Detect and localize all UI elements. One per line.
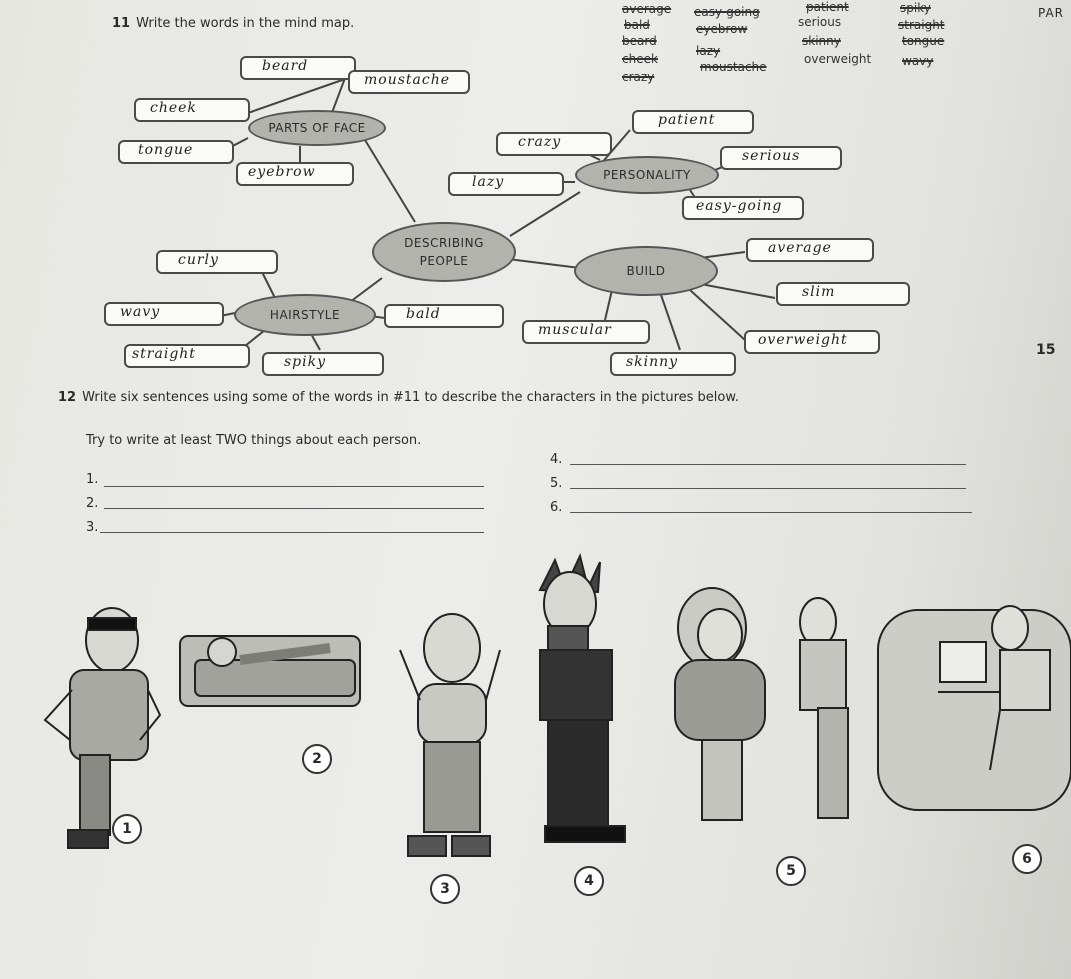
handwritten-answer: slim — [802, 284, 836, 300]
word-bank-item: tongue — [902, 34, 945, 48]
handwritten-answer: wavy — [120, 304, 161, 320]
handwritten-answer: crazy — [518, 134, 562, 150]
line-label-2: 2. — [86, 496, 99, 511]
exercise-12-sub-instruction: Try to write at least TWO things about each person. — [86, 433, 422, 448]
handwritten-answer: serious — [742, 148, 801, 164]
handwritten-answer: eyebrow — [248, 164, 316, 180]
word-bank-item: crazy — [622, 70, 655, 84]
character-1-figure — [45, 608, 160, 848]
handwritten-answer: bald — [406, 306, 441, 322]
mind-map-hairstyle: HAIRSTYLE — [234, 294, 376, 336]
handwritten-answer: beard — [262, 58, 309, 74]
word-bank-item: skinny — [802, 34, 841, 48]
handwritten-answer: skinny — [626, 354, 679, 370]
part-tag: PAR — [1038, 6, 1065, 20]
word-bank-item: easy-going — [694, 5, 760, 19]
word-bank-item: spiky — [900, 1, 931, 15]
answer-box[interactable] — [236, 162, 354, 186]
word-bank-item: eyebrow — [696, 22, 748, 36]
handwritten-answer: average — [768, 240, 832, 256]
picture-number-4: 4 — [574, 866, 604, 896]
word-bank-item: straight — [898, 18, 945, 32]
word-bank-item: beard — [622, 34, 657, 48]
word-bank-item: lazy — [696, 44, 721, 58]
answer-box[interactable] — [124, 344, 250, 368]
mind-map-center — [372, 222, 516, 282]
word-bank-item: wavy — [902, 54, 934, 68]
answer-box[interactable] — [240, 56, 356, 80]
answer-box[interactable] — [104, 302, 224, 326]
writing-line-6[interactable] — [570, 512, 972, 513]
character-6-figure — [878, 606, 1071, 810]
handwritten-answer: spiky — [284, 354, 327, 370]
picture-number-2: 2 — [302, 744, 332, 774]
exercise-11-instruction: Write the words in the mind map. — [136, 16, 355, 31]
handwritten-answer: curly — [178, 252, 219, 268]
handwritten-answer: overweight — [758, 332, 848, 348]
line-label-4: 4. — [550, 452, 563, 467]
writing-line-1[interactable] — [104, 486, 484, 487]
answer-box[interactable] — [134, 98, 250, 122]
writing-line-2[interactable] — [104, 508, 484, 509]
answer-box[interactable] — [776, 282, 910, 306]
word-bank-item: moustache — [700, 60, 767, 74]
handwritten-answer: lazy — [472, 174, 505, 190]
word-bank-item: bald — [624, 18, 650, 32]
mind-map-personality: PERSONALITY — [575, 156, 719, 194]
mind-map-build: BUILD — [574, 246, 718, 296]
exercise-12-instruction: Write six sentences using some of the words in #11 to describe the characters in the pictures below. — [82, 390, 739, 405]
answer-box[interactable] — [522, 320, 650, 344]
answer-box[interactable] — [348, 70, 470, 94]
word-bank-item: average — [622, 2, 672, 16]
writing-line-5[interactable] — [570, 488, 966, 489]
answer-box[interactable] — [262, 352, 384, 376]
handwritten-answer: patient — [658, 112, 716, 128]
answer-box[interactable] — [448, 172, 564, 196]
handwritten-answer: tongue — [138, 142, 194, 158]
mind-map-center-label: DESCRIBING PEOPLE — [404, 236, 484, 268]
handwritten-answer: moustache — [364, 72, 451, 88]
word-bank-item: overweight — [804, 52, 872, 66]
answer-box[interactable] — [156, 250, 278, 274]
word-bank-item: serious — [798, 15, 842, 29]
character-5-figure — [675, 588, 848, 820]
answer-box[interactable] — [632, 110, 754, 134]
line-label-3: 3. — [86, 520, 99, 535]
writing-line-3[interactable] — [100, 532, 484, 533]
line-label-1: 1. — [86, 472, 99, 487]
exercise-11-number: 11 — [112, 16, 131, 31]
handwritten-answer: cheek — [150, 100, 197, 116]
exercise-12-number: 12 — [58, 390, 77, 405]
character-2-figure — [180, 636, 360, 706]
word-bank-item: cheek — [622, 52, 658, 66]
handwritten-answer: easy-going — [696, 198, 783, 214]
writing-line-4[interactable] — [570, 464, 966, 465]
picture-number-1: 1 — [112, 814, 142, 844]
page-number: 15 — [1036, 342, 1056, 358]
answer-box[interactable] — [682, 196, 804, 220]
picture-number-5: 5 — [776, 856, 806, 886]
word-bank-item: patient — [806, 0, 849, 14]
answer-box[interactable] — [384, 304, 504, 328]
answer-box[interactable] — [118, 140, 234, 164]
answer-box[interactable] — [496, 132, 612, 156]
character-4-figure — [540, 556, 625, 842]
character-illustrations — [45, 556, 1071, 856]
line-label-6: 6. — [550, 500, 563, 515]
picture-number-3: 3 — [430, 874, 460, 904]
line-label-5: 5. — [550, 476, 563, 491]
answer-box[interactable] — [746, 238, 874, 262]
handwritten-answer: straight — [132, 346, 196, 362]
exercise-11-title — [112, 16, 354, 31]
exercise-12-title — [58, 390, 739, 405]
character-3-figure — [400, 614, 500, 856]
mind-map-parts-of-face: PARTS OF FACE — [248, 110, 386, 146]
answer-box[interactable] — [610, 352, 736, 376]
answer-box[interactable] — [744, 330, 880, 354]
handwritten-answer: muscular — [538, 322, 612, 338]
answer-box[interactable] — [720, 146, 842, 170]
picture-number-6: 6 — [1012, 844, 1042, 874]
